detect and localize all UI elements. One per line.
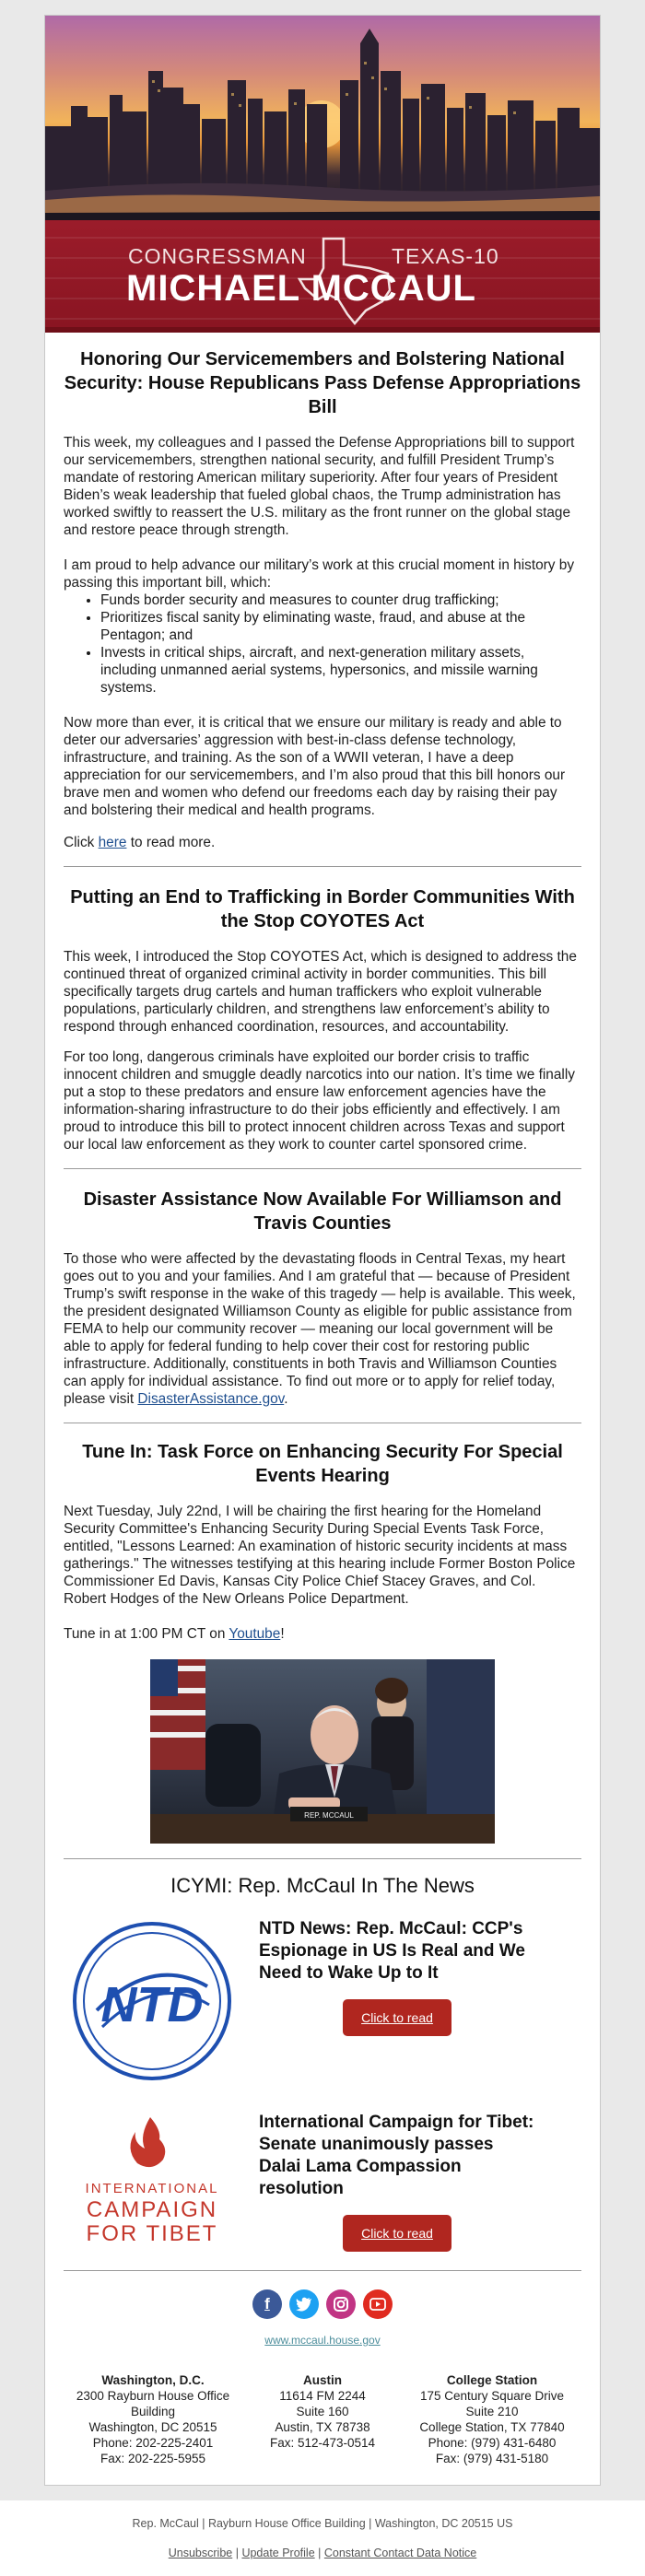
ntd-logo <box>45 1918 259 2084</box>
tune-in-line: Tune in at 1:00 PM CT on Youtube! <box>64 1626 285 1642</box>
article-paragraph: For too long, dangerous criminals have exploited our border crisis to traffic innocent children and smuggle deadly narcotics into our nation. It’s time we finally put a stop to these predators and ensure law enforcement agencies have the information-sharing infrastructure to do their jobs efficiently and effectively. I am proud to introduce this bill to protect innocent children across Texas and support our local law enforcement as they work to counter cartel sponsored crime. <box>64 1049 575 1153</box>
website-link[interactable]: www.mccaul.house.gov <box>264 2334 381 2347</box>
read-more-link[interactable]: here <box>98 835 127 850</box>
office-line: Suite 160 <box>296 2405 349 2418</box>
article-paragraph: This week, my colleagues and I passed the Defense Appropriations bill to support our servicemembers, strengthen national security, and fulfill President Trump’s mandate of restoring American military superiority. After four years of President Biden’s weak leadership that fueled global chaos, the Trump administration has worked swiftly to reassert the U.S. military as the front runner on the global stage and restore peace through strength. <box>64 435 575 538</box>
office-line: Austin, TX 78738 <box>275 2420 370 2434</box>
hearing-photo-illustration <box>150 1659 495 1844</box>
social-icons <box>45 2289 600 2319</box>
list-item: • Prioritizes fiscal sanity by eliminating waste, fraud, and abuse at the Pentagon; and <box>100 609 581 644</box>
disaster-assistance-link[interactable]: DisasterAssistance.gov <box>137 1391 285 1407</box>
office-line: Fax: 202-225-5955 <box>100 2452 206 2465</box>
bill-provisions-list <box>100 591 581 697</box>
article-paragraph: Next Tuesday, July 22nd, I will be chairing the first hearing for the Homeland Security Committee's Enhancing Security During Special Events Task Force, entitled, "Lessons Learned: An examination of historic security incidents at mass gatherings." The witnesses testifying at this hearing include Former Boston Police Commissioner Ed Davis, Kansas City Police Chief Stacey Graves, and Col. Robert Hodges of the New Orleans Police Department. <box>64 1504 576 1607</box>
article-title-hearing: Tune In: Task Force on Enhancing Security For Special Events Hearing <box>82 1442 563 1486</box>
unsubscribe-link[interactable]: Unsubscribe <box>168 2547 233 2559</box>
article-paragraph: Now more than ever, it is critical that we ensure our military is ready and able to deter our adversaries’ aggression with best-in-class defense technology, infrastructure, and training. As the son of a WWII veteran, I have a deep appreciation for our servicemembers, and I’m also proud that this bill honors our brave men and women who defend our freedoms each day by raising their pay and bolstering their medical and health programs. <box>64 715 566 818</box>
ntd-read-button[interactable]: Click to read <box>343 1999 452 2036</box>
office-line: Building <box>130 2405 176 2418</box>
office-line: 11614 FM 2244 <box>279 2389 366 2403</box>
ict-logo-line2: CAMPAIGN <box>86 2197 218 2222</box>
footer-links: Unsubscribe | Update Profile | Constant Contact Data Notice <box>168 2547 477 2559</box>
office-austin <box>249 2372 396 2466</box>
article-title-coyotes: Putting an End to Trafficking in Border Communities With the Stop COYOTES Act <box>70 887 575 931</box>
office-line: Washington, DC 20515 <box>88 2420 217 2434</box>
office-washington <box>65 2372 240 2466</box>
office-name: Austin <box>303 2373 342 2387</box>
news-item-tibet <box>45 2112 600 2252</box>
office-college-station <box>405 2372 580 2466</box>
ntd-logo-text: NTD <box>100 1977 204 2032</box>
tibet-read-button[interactable]: Click to read <box>343 2215 452 2252</box>
news-headline: NTD News: Rep. McCaul: CCP's Espionage in US Is Real and We Need to Wake Up to It <box>259 1919 525 1983</box>
twitter-icon[interactable] <box>289 2289 319 2319</box>
austin-skyline-image <box>45 16 600 220</box>
office-line: Phone: (979) 431-6480 <box>428 2436 557 2450</box>
data-notice-link[interactable]: Constant Contact Data Notice <box>323 2547 477 2559</box>
congressman-banner <box>45 220 600 333</box>
office-line: Suite 210 <box>465 2405 519 2418</box>
newsletter-card <box>44 15 601 2486</box>
office-line: Fax: 512-473-0514 <box>269 2436 376 2450</box>
office-line: Fax: (979) 431-5180 <box>435 2452 549 2465</box>
icymi-title: ICYMI: Rep. McCaul In The News <box>170 1874 475 1897</box>
youtube-link[interactable]: Youtube <box>229 1626 281 1642</box>
ict-logo-icon <box>69 2112 235 2250</box>
congressman-name: MICHAEL MCCAUL <box>126 268 476 309</box>
footer-address: Rep. McCaul | Rayburn House Office Building | Washington, DC 20515 US <box>132 2517 513 2530</box>
article-paragraph: This week, I introduced the Stop COYOTES Act, which is designed to address the continued threat of organized criminal activity in border communities. This bill specifically targets drug cartels and human traffickers who exploit vulnerable populations, particularly children, and strengthens law enforcement’s ability to respond through enhanced coordination, resources, and accountability. <box>64 949 577 1035</box>
district-label: TEXAS-10 <box>392 244 499 268</box>
instagram-glyph-icon <box>333 2296 349 2313</box>
news-item-ntd <box>45 1918 600 2084</box>
article-paragraph: To those who were affected by the devastating floods in Central Texas, my heart goes out to you and your families. And I am grateful that — because of President Trump’s swift response in the wake of this tragedy — help is available. This week, the president designated Williamson County as eligible for public assistance from FEMA to help our community recover — meaning our local government will be able to apply for federal funding to help cover their cost for restoring public infrastructure. Additionally, constituents in both Travis and Williamson Counties can apply for individual assistance. To find out more or to apply for relief today, please visit DisasterAssistance.gov. <box>64 1251 576 1407</box>
ntd-logo-icon <box>69 1918 235 2084</box>
office-line: College Station, TX 77840 <box>419 2420 565 2434</box>
instagram-icon[interactable] <box>326 2289 356 2319</box>
office-line: Phone: 202-225-2401 <box>92 2436 214 2450</box>
email-footer <box>0 2500 645 2576</box>
office-name: Washington, D.C. <box>101 2373 205 2387</box>
article-paragraph: I am proud to help advance our military’s work at this crucial moment in history by passing this important bill, which: <box>64 557 575 591</box>
nameplate-text: REP. MCCAUL <box>304 1811 354 1820</box>
twitter-bird-icon <box>296 2297 312 2312</box>
congressman-label: CONGRESSMAN <box>128 244 307 268</box>
list-item: • Invests in critical ships, aircraft, and next-generation military assets, including unmanned aerial systems, hypersonics, and missile warning systems. <box>100 644 581 697</box>
ict-logo-line3: FOR TIBET <box>86 2221 218 2246</box>
youtube-icon[interactable] <box>363 2289 393 2319</box>
office-name: College Station <box>446 2373 538 2387</box>
facebook-icon[interactable]: f <box>252 2289 282 2319</box>
update-profile-link[interactable]: Update Profile <box>241 2547 315 2559</box>
news-headline: International Campaign for Tibet: Senate unanimously passes Dalai Lama Compassion resolution <box>259 2113 534 2198</box>
article-title-defense: Honoring Our Servicemembers and Bolstering National Security: House Republicans Pass Defense Appropriations Bill <box>64 349 581 417</box>
read-more-line: Click here to read more. <box>64 835 216 850</box>
hearing-photo[interactable] <box>150 1659 495 1844</box>
youtube-play-icon <box>369 2298 386 2311</box>
ict-logo <box>45 2112 259 2250</box>
office-line: 175 Century Square Drive <box>419 2389 565 2403</box>
list-item: • Funds border security and measures to counter drug trafficking; <box>100 591 581 609</box>
ict-logo-line1: INTERNATIONAL <box>85 2181 219 2196</box>
office-addresses <box>45 2372 600 2466</box>
skyline-illustration <box>45 16 600 220</box>
article-title-disaster: Disaster Assistance Now Available For Williamson and Travis Counties <box>83 1189 562 1234</box>
office-line: 2300 Rayburn House Office <box>76 2389 230 2403</box>
